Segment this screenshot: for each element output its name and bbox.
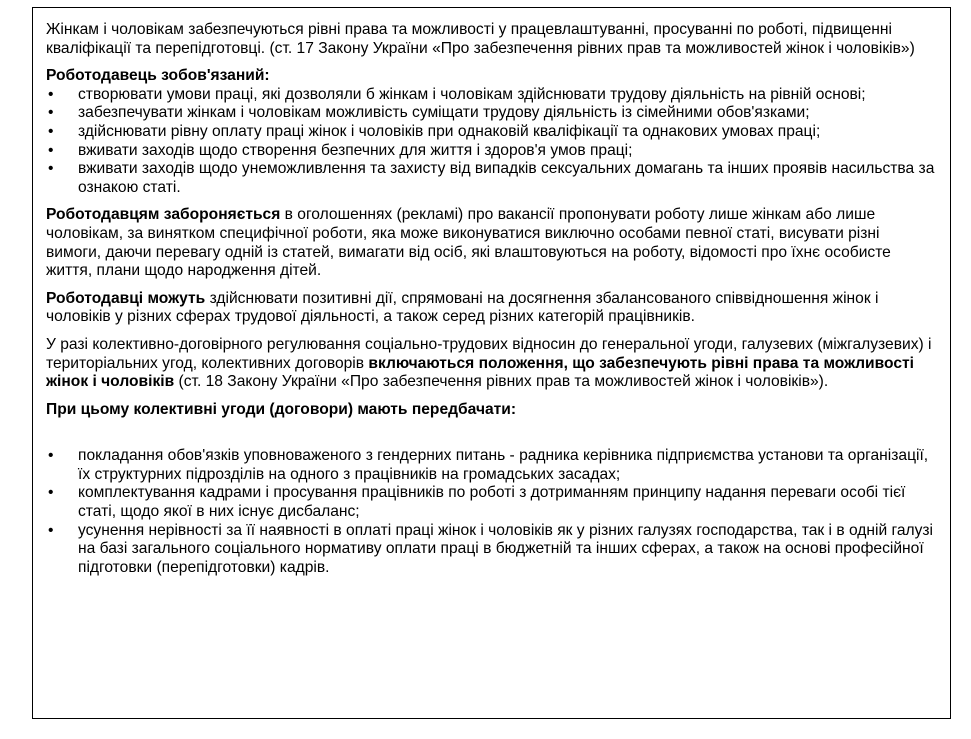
permitted-paragraph: Роботодавці можуть здійснювати позитивні дії, спрямовані на досягнення збалансованого співвідношення жінок і чоловіків у різних сферах трудової діяльності, а також серед різних категорій працівників. — [46, 289, 879, 326]
agreements-list — [46, 447, 936, 577]
bullet-icon: • — [48, 521, 54, 539]
list-item: • вживати заходів щодо створення безпечних для життя і здоров'я умов праці; — [48, 141, 633, 159]
list-item: • комплектування кадрами і просування працівників по роботі з дотриманням принципу надання переваги особі тієї статі, щодо якої в них існує дисбаланс; — [48, 484, 906, 521]
bullet-icon: • — [48, 122, 54, 140]
document-frame — [32, 7, 951, 719]
bullet-icon: • — [48, 104, 54, 122]
list-item: • створювати умови праці, які дозволяли б жінкам і чоловікам здійснювати трудову діяльність на рівній основі; — [48, 85, 866, 103]
list-item: • вживати заходів щодо унеможливлення та захисту від випадків сексуальних домагань та інших проявів насильства за ознакою статі. — [48, 160, 935, 196]
list-item: • покладання обов'язків уповноваженого з гендерних питань - радника керівника підприємства установи та організації, їх структурних підрозділів на одного з працівників на громадських засадах; — [48, 447, 929, 483]
bullet-icon: • — [48, 447, 54, 465]
agreements-heading: При цьому колективні угоди (договори) мають передбачати: — [46, 400, 517, 418]
prohibited-paragraph: Роботодавцям забороняється в оголошеннях (рекламі) про вакансії пропонувати роботу лише жінкам або лише чоловікам, за винятком специфічної роботи, яка може виконуватися виключно особами певної статі, висувати різні вимоги, даючи перевагу одній із статей, вимагати від осіб, які влаштовуються на роботу, відомості про їхнє особисте життя, плани щодо народження дітей. — [46, 206, 891, 280]
list-item: • усунення нерівності за її наявності в оплаті праці жінок і чоловіків як у різних галузях господарства, так і в одній галузі на базі загального соціального нормативу оплати праці в бюджетній та інших сферах, а також на основі професійної підготовки (перепідготовки) кадрів. — [48, 521, 934, 576]
bullet-icon: • — [48, 160, 54, 178]
bullet-icon: • — [48, 85, 54, 103]
list-item: • забезпечувати жінкам і чоловікам можливість суміщати трудову діяльність із сімейними обов'язками; — [48, 104, 810, 122]
collective-paragraph: У разі колективно-договірного регулювання соціально-трудових відносин до генеральної угоди, галузевих (міжгалузевих) і територіальних угод, колективних договорів включаються положення, що забезпечують рівні права та можливості жінок і чоловіків (ст. 18 Закону України «Про забезпечення рівних прав та можливостей жінок і чоловіків»). — [46, 335, 932, 391]
employer-obligations-list — [46, 86, 936, 198]
intro-paragraph: Жінкам і чоловікам забезпечуються рівні права та можливості у працевлаштуванні, просуванні по роботі, підвищенні кваліфікації та перепідготовці. (ст. 17 Закону України «Про забезпечення рівних прав та можливостей жінок і чоловіків») — [46, 21, 915, 57]
bullet-icon: • — [48, 141, 54, 159]
employer-obligations-heading: Роботодавець зобов'язаний: — [46, 67, 270, 85]
list-item: • здійснювати рівну оплату праці жінок і чоловіків при однаковій кваліфікації та однакових умовах праці; — [48, 122, 821, 140]
bullet-icon: • — [48, 484, 54, 502]
